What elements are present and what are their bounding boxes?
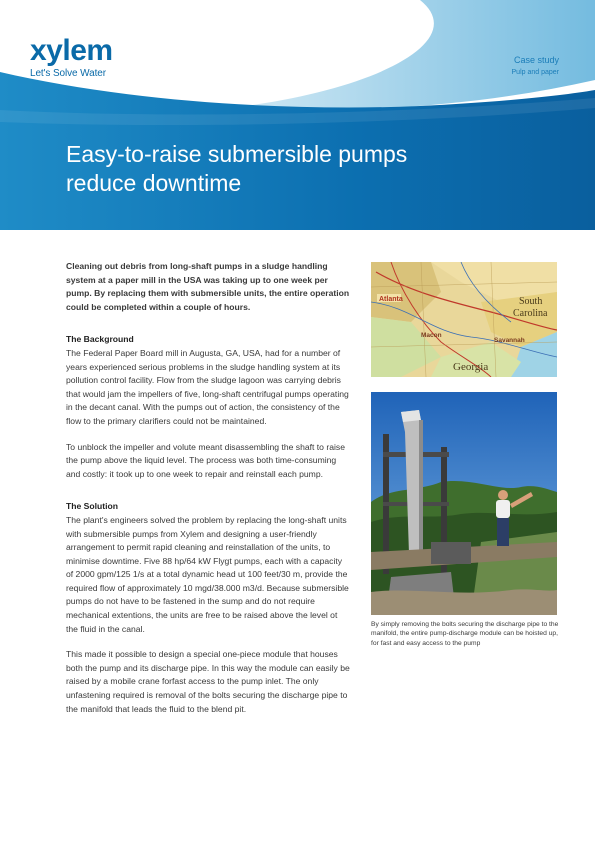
lead-paragraph: Cleaning out debris from long-shaft pumps in a sludge handling system at a paper mill in the USA was taking up to one week per pump. By replacing them with submersible units, the entire operation could be completed within a couple of hours. xyxy=(66,261,350,312)
document-type xyxy=(512,55,559,76)
doc-type-label: Case study xyxy=(513,55,559,65)
main-text-column xyxy=(66,260,350,728)
georgia-map-image xyxy=(371,262,557,377)
map-label-macon: Macon xyxy=(421,332,442,339)
page-title xyxy=(66,140,526,198)
solution-paragraph-2: This made it possible to design a special one-piece module that houses both the pump and its discharge pipe. In this way the module can easily be raised by a mobile crane forfast access to the pump inlet. The only unfastening required is removal of the bolts securing the discharge pipe to the manifold that leads the fluid to the blend pit. xyxy=(66,649,350,714)
solution-paragraph-1: The plant's engineers solved the problem by replacing the long-shaft units with submersible pumps from Xylem and designing a user-friendly arrangement to permit rapid cleaning and reinstallation of the units, to minimise downtime. Five 88 hp/64 kW Flygt pumps, each with a capacity of 2000 gpm/125 1/s at a total dynamic head ut 100 feet/30 m, provide the required flow of approximately 10 mgd/38.000 m3/d. Because submersible pumps do not have to be fastened in the sump and do not require mechanical extentions, the units are free to be raised above the level ot the fluid in the canal. xyxy=(66,514,349,634)
background-paragraph-2: To unblock the impeller and volute meant disassembling the shaft to raise the pump above the liquid level. The process was both time-consuming and costly: it took up to one week to repair and reinstall each pump. xyxy=(66,441,345,479)
map-label-carolina: Carolina xyxy=(513,308,548,319)
title-line-2: reduce downtime xyxy=(66,170,242,196)
section-heading-background: The Background xyxy=(66,334,134,345)
background-paragraph-1: The Federal Paper Board mill in Augusta, GA, USA, had for a number of years experienced serious problems in the sludge handling system at its pollution control facility. Flow from the sludge lagoon was carrying debris that would jam the impellers of five, long-shaft centrifugal pumps operating in the decant canal. With the pumps out of action, the consistency of the flow to the primary clarifiers could not be maintained. xyxy=(66,347,349,426)
map-label-savannah: Savannah xyxy=(494,337,525,344)
pump-installation-photo xyxy=(371,392,557,615)
header-banner xyxy=(0,0,595,230)
section-heading-solution: The Solution xyxy=(66,501,119,512)
map-label-georgia: Georgia xyxy=(453,361,489,373)
xylem-logo[interactable] xyxy=(30,36,113,79)
brand-tagline: Let's Solve Water xyxy=(30,68,106,79)
photo-caption: By simply removing the bolts securing the discharge pipe to the manifold, the entire pump-discharge module can be hoisted up, for fast and easy access to the pump xyxy=(371,621,559,647)
doc-category: Pulp and paper xyxy=(511,69,559,76)
brand-name: xylem xyxy=(30,34,113,67)
title-line-1: Easy-to-raise submersible pumps xyxy=(66,141,408,167)
map-label-south: South xyxy=(519,296,543,307)
map-label-atlanta: Atlanta xyxy=(379,296,403,303)
